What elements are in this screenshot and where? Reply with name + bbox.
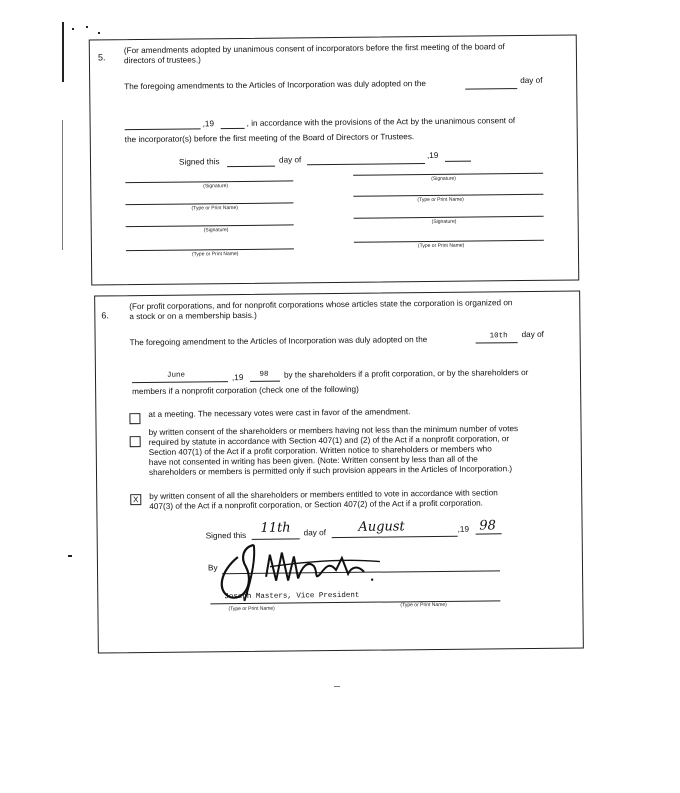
type-print-label: (Type or Print Name) [191, 251, 239, 258]
meeting-checkbox[interactable] [129, 413, 140, 424]
scan-artifact [62, 22, 64, 82]
day-of-label-2: day of [303, 528, 326, 538]
option-partial-consent-line-3: Section 407(1) of the Act if a profit corporation. Written notice to shareholders or members who [148, 444, 492, 457]
year-line[interactable] [221, 128, 245, 129]
adopted-day-line[interactable] [476, 342, 518, 343]
day-of-label-2: day of [278, 155, 302, 165]
type-print-label: (Type or Print Name) [191, 205, 238, 212]
signed-month-handwritten: August [358, 519, 405, 535]
section-intro-line-2: directors of trustees.) [123, 55, 201, 66]
signer-name: Joseph Masters, Vice President [224, 591, 360, 602]
nineteen-label: ,19 [202, 119, 215, 129]
adopted-text: The foregoing amendment to the Articles of Incorporation was duly adopted on the [129, 335, 428, 348]
option-partial-consent-line-2: required by statute in accordance with Section 407(1) and (2) of the Act if a nonprofit corporation, or [148, 434, 510, 447]
option-unanimous-consent-line-2: 407(3) of the Act if a nonprofit corporation, or Section 407(2) of the Act if a profit corporation. [149, 498, 483, 511]
option-unanimous-consent-line-1: by written consent of all the shareholders or members entitled to vote in accordance with section [149, 488, 498, 501]
type-print-label: (Type or Print Name) [400, 601, 447, 609]
signature-label: (Signature) [431, 218, 457, 225]
month-line[interactable] [132, 381, 228, 383]
day-of-label: day of [520, 75, 543, 86]
accordance-text: , in accordance with the provisions of the Act by the unanimous consent of [246, 116, 516, 128]
section-number: 5. [97, 52, 106, 63]
section-number: 6. [101, 310, 109, 321]
type-print-label: (Type or Print Name) [417, 242, 465, 250]
month-value: June [166, 371, 186, 380]
signature-label: (Signature) [431, 175, 456, 182]
by-shareholders-text: by the shareholders if a profit corporation, or by the shareholders or [283, 368, 529, 380]
unanimous-consent-checkbox[interactable] [130, 494, 141, 505]
members-text: members if a nonprofit corporation (check one of the following) [132, 384, 359, 397]
scan-artifact [68, 555, 72, 557]
signed-this-label: Signed this [205, 530, 247, 541]
option-partial-consent-line-4: have not consented in writing has been given. (Note: Written consent by less than all of the [148, 454, 478, 467]
signed-day-handwritten: 11th [260, 520, 291, 536]
section-intro-line-1: (For profit corporations, and for nonprofit corporations whose articles state the corporation is organized on [129, 298, 513, 312]
signature-label: (Signature) [203, 183, 229, 190]
incorporators-text: the incorporator(s) before the first meeting of the Board of Directors or Trustees. [124, 132, 415, 145]
adopted-text: The foregoing amendments to the Articles of Incorporation was duly adopted on the [124, 79, 427, 92]
signature-label: (Signature) [203, 227, 229, 234]
partial-consent-checkbox[interactable] [130, 436, 141, 447]
nineteen-label: ,19 [231, 372, 244, 383]
adopted-day-value: 10th [489, 332, 508, 341]
section-6-box [94, 290, 584, 653]
nineteen-label-2: ,19 [457, 524, 470, 534]
scan-artifact [62, 120, 63, 250]
section-intro-line-2: a stock or on a membership basis.) [129, 310, 257, 322]
type-print-label: (Type or Print Name) [228, 605, 275, 613]
section-5-box [89, 34, 580, 285]
scan-artifact [86, 26, 88, 28]
option-partial-consent-line-1: by written consent of the shareholders or members having not less than the minimum number of votes [148, 424, 519, 437]
signed-day-line[interactable] [227, 166, 275, 168]
signed-year-handwritten: 98 [479, 518, 496, 534]
signed-month-line[interactable] [307, 163, 425, 165]
month-line[interactable] [125, 128, 201, 130]
adopted-day-line[interactable] [465, 88, 517, 90]
type-print-label: (Type or Print Name) [417, 196, 464, 204]
scan-artifact [72, 28, 74, 30]
day-of-label: day of [521, 329, 544, 340]
year-line[interactable] [250, 381, 280, 382]
by-label: By [207, 563, 218, 573]
section-intro-line-1: (For amendments adopted by unanimous consent of incorporators before the first meeting of the board of [123, 42, 505, 56]
year-value: 98 [259, 370, 269, 379]
option-meeting-text: at a meeting. The necessary votes were cast in favor of the amendment. [148, 407, 411, 419]
signed-year-line[interactable] [445, 161, 471, 162]
nineteen-label-2: ,19 [426, 150, 439, 161]
scan-artifact [334, 686, 340, 687]
option-partial-consent-line-5: shareholders or members is permitted only if such provision appears in the Articles of Incorporation.) [148, 464, 513, 477]
scan-artifact [98, 32, 100, 34]
signed-this-label: Signed this [178, 157, 220, 167]
checkbox-x-mark: X [133, 495, 139, 505]
